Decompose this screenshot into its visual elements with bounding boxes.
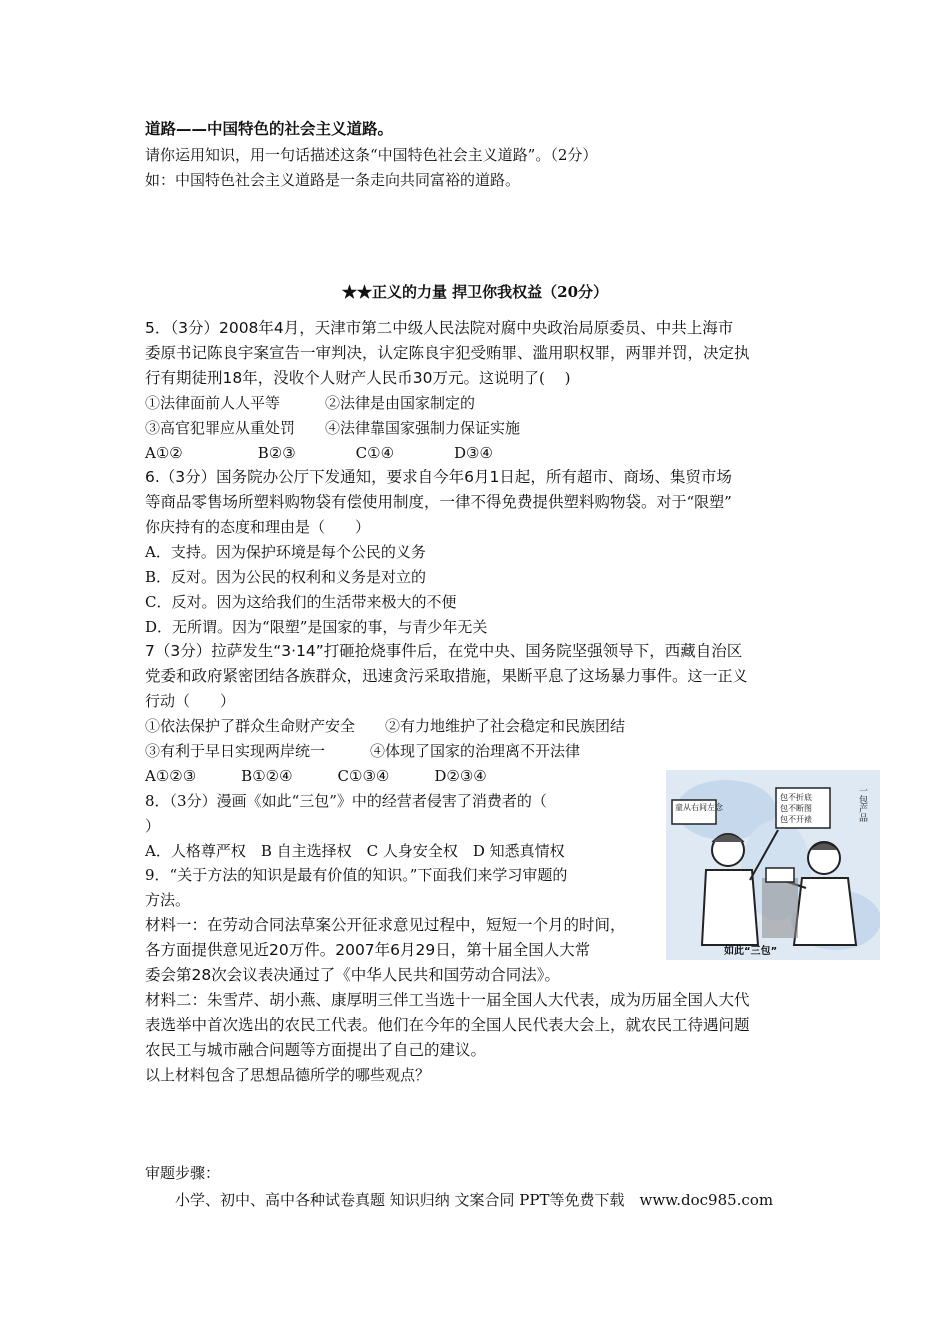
q6-option-b: B．反对。因为公民的权利和义务是对立的 (145, 568, 427, 586)
material-1-line-1: 材料一：在劳动合同法草案公开征求意见过程中，短短一个月的时间， (145, 916, 626, 934)
material-1-line-3: 委会第28次会议表决通过了《中华人民共和国劳动合同法》。 (145, 966, 560, 984)
section-title: ★★正义的力量 捍卫你我权益（20分） (341, 283, 609, 301)
q6-option-c: C．反对。因为这给我们的生活带来极大的不便 (145, 593, 457, 611)
q7-line-2 (145, 665, 748, 687)
page-footer: 小学、初中、高中各种试卷真题 知识归纳 文案合同 PPT等免费下载 www.doc985.com (175, 1191, 774, 1209)
q6-option-a: A．支持。因为保护环境是每个公民的义务 (145, 543, 426, 561)
intro-line-1: 道路——中国特色的社会主义道路。 (145, 120, 394, 138)
q5-line-1: 5．（3分）2008年4月，天津市第二中级人民法院对腐中央政治局原委员、中共上海市 (145, 319, 734, 337)
sign-right-text-2: 包不断图 (780, 804, 812, 813)
q5-options-2: ③高官犯罪应从重处罚 ④法律靠国家强制力保证实施 (145, 419, 521, 437)
q9-line-2: 方法。 (145, 891, 191, 909)
q6-line-3: 你庆持有的态度和理由是（ ） (145, 518, 371, 536)
q7-line-3: 行动（ ） (145, 692, 236, 710)
material-2-line-1: 材料二：朱雪芹、胡小燕、康厚明三伴工当选十一届全国人大代表，成为历届全国人大代 (145, 991, 750, 1009)
q6-line-2-stem: 等商品零售场所塑料购物袋有偿使用制度，一律不得免费提供塑料购物袋。 (145, 493, 657, 511)
q9-line-1: 9．“关于方法的知识是最有价值的知识。”下面我们来学习审题的 (145, 866, 568, 884)
q6-line-2 (145, 491, 732, 513)
material-2-line-3: 农民工与城市融合问题等方面提出了自己的建议。 (145, 1041, 487, 1059)
review-steps-label: 审题步骤： (145, 1164, 221, 1182)
product-label: 一包产品 (857, 786, 867, 822)
q5-line-2: 委原书记陈良宇案宣告一审判决，认定陈良宇犯受贿罪、滥用职权罪，两罪并罚，决定执 (145, 344, 750, 362)
cartoon-image (666, 770, 880, 960)
q7-line-1: 7（3分）拉萨发生“3·14”打砸抢烧事件后，在党中央、国务院坚强领导下，西藏自治区 (145, 642, 743, 660)
q6-line-2-question: 对于“限塑” (656, 493, 732, 511)
q7-line-2-stem: 党委和政府紧密团结各族群众，迅速贪污采取措施，果断平息了这场暴力事件。 (145, 667, 688, 685)
cartoon-caption: 如此“三包” (724, 946, 778, 957)
intro-line-2: 请你运用知识，用一句话描述这条“中国特色社会主义道路”。（2分） (145, 146, 598, 164)
q5-line-3 (145, 367, 570, 389)
q7-line-2-question: 这一正义 (687, 667, 748, 685)
q5-options-1: ①法律面前人人平等 ②法律是由国家制定的 (145, 394, 476, 412)
q5-choices: A①② B②③ C①④ D③④ (145, 444, 493, 462)
q6-line-1: 6.（3分）国务院办公厅下发通知，要求自今年6月1日起，所有超市、商场、集贸市场 (145, 468, 732, 486)
q7-options-1: ①依法保护了群众生命财产安全 ②有力地维护了社会稳定和民族团结 (145, 717, 626, 735)
q8-line-1: 8．（3分）漫画《如此“三包”》中的经营者侵害了消费者的（ (145, 792, 547, 810)
sign-right-text-3: 包不开裱 (780, 815, 812, 824)
q8-options: A．人格尊严权 B 自主选择权 C 人身安全权 D 知悉真情权 (145, 842, 565, 860)
sign-left-text: 童从右间左念 (675, 803, 723, 812)
q9-question: 以上材料包含了思想品德所学的哪些观点？ (145, 1066, 431, 1084)
material-2-line-2: 表选举中首次选出的农民工代表。他们在今年的全国人民代表大会上，就农民工待遇问题 (145, 1016, 750, 1034)
material-1-line-2: 各方面提供意见近20万件。2007年6月29日，第十届全国人大常 (145, 941, 591, 959)
q6-option-d: D．无所谓。因为“限塑”是国家的事，与青少年无关 (145, 618, 488, 636)
q5-line-3-question: 这说明了( ) (478, 369, 571, 387)
q5-line-3-stem: 行有期徒刑18年，没收个人财产人民币30万元。 (145, 369, 479, 387)
intro-line-3: 如：中国特色社会主义道路是一条走向共同富裕的道路。 (145, 171, 521, 189)
q7-choices: A①②③ B①②④ C①③④ D②③④ (145, 767, 487, 785)
q8-line-2: ） (145, 817, 161, 835)
q7-options-2: ③有利于早日实现两岸统一 ④体现了国家的治理离不开法律 (145, 742, 581, 760)
sign-right-text-1: 包不折底 (780, 793, 812, 802)
